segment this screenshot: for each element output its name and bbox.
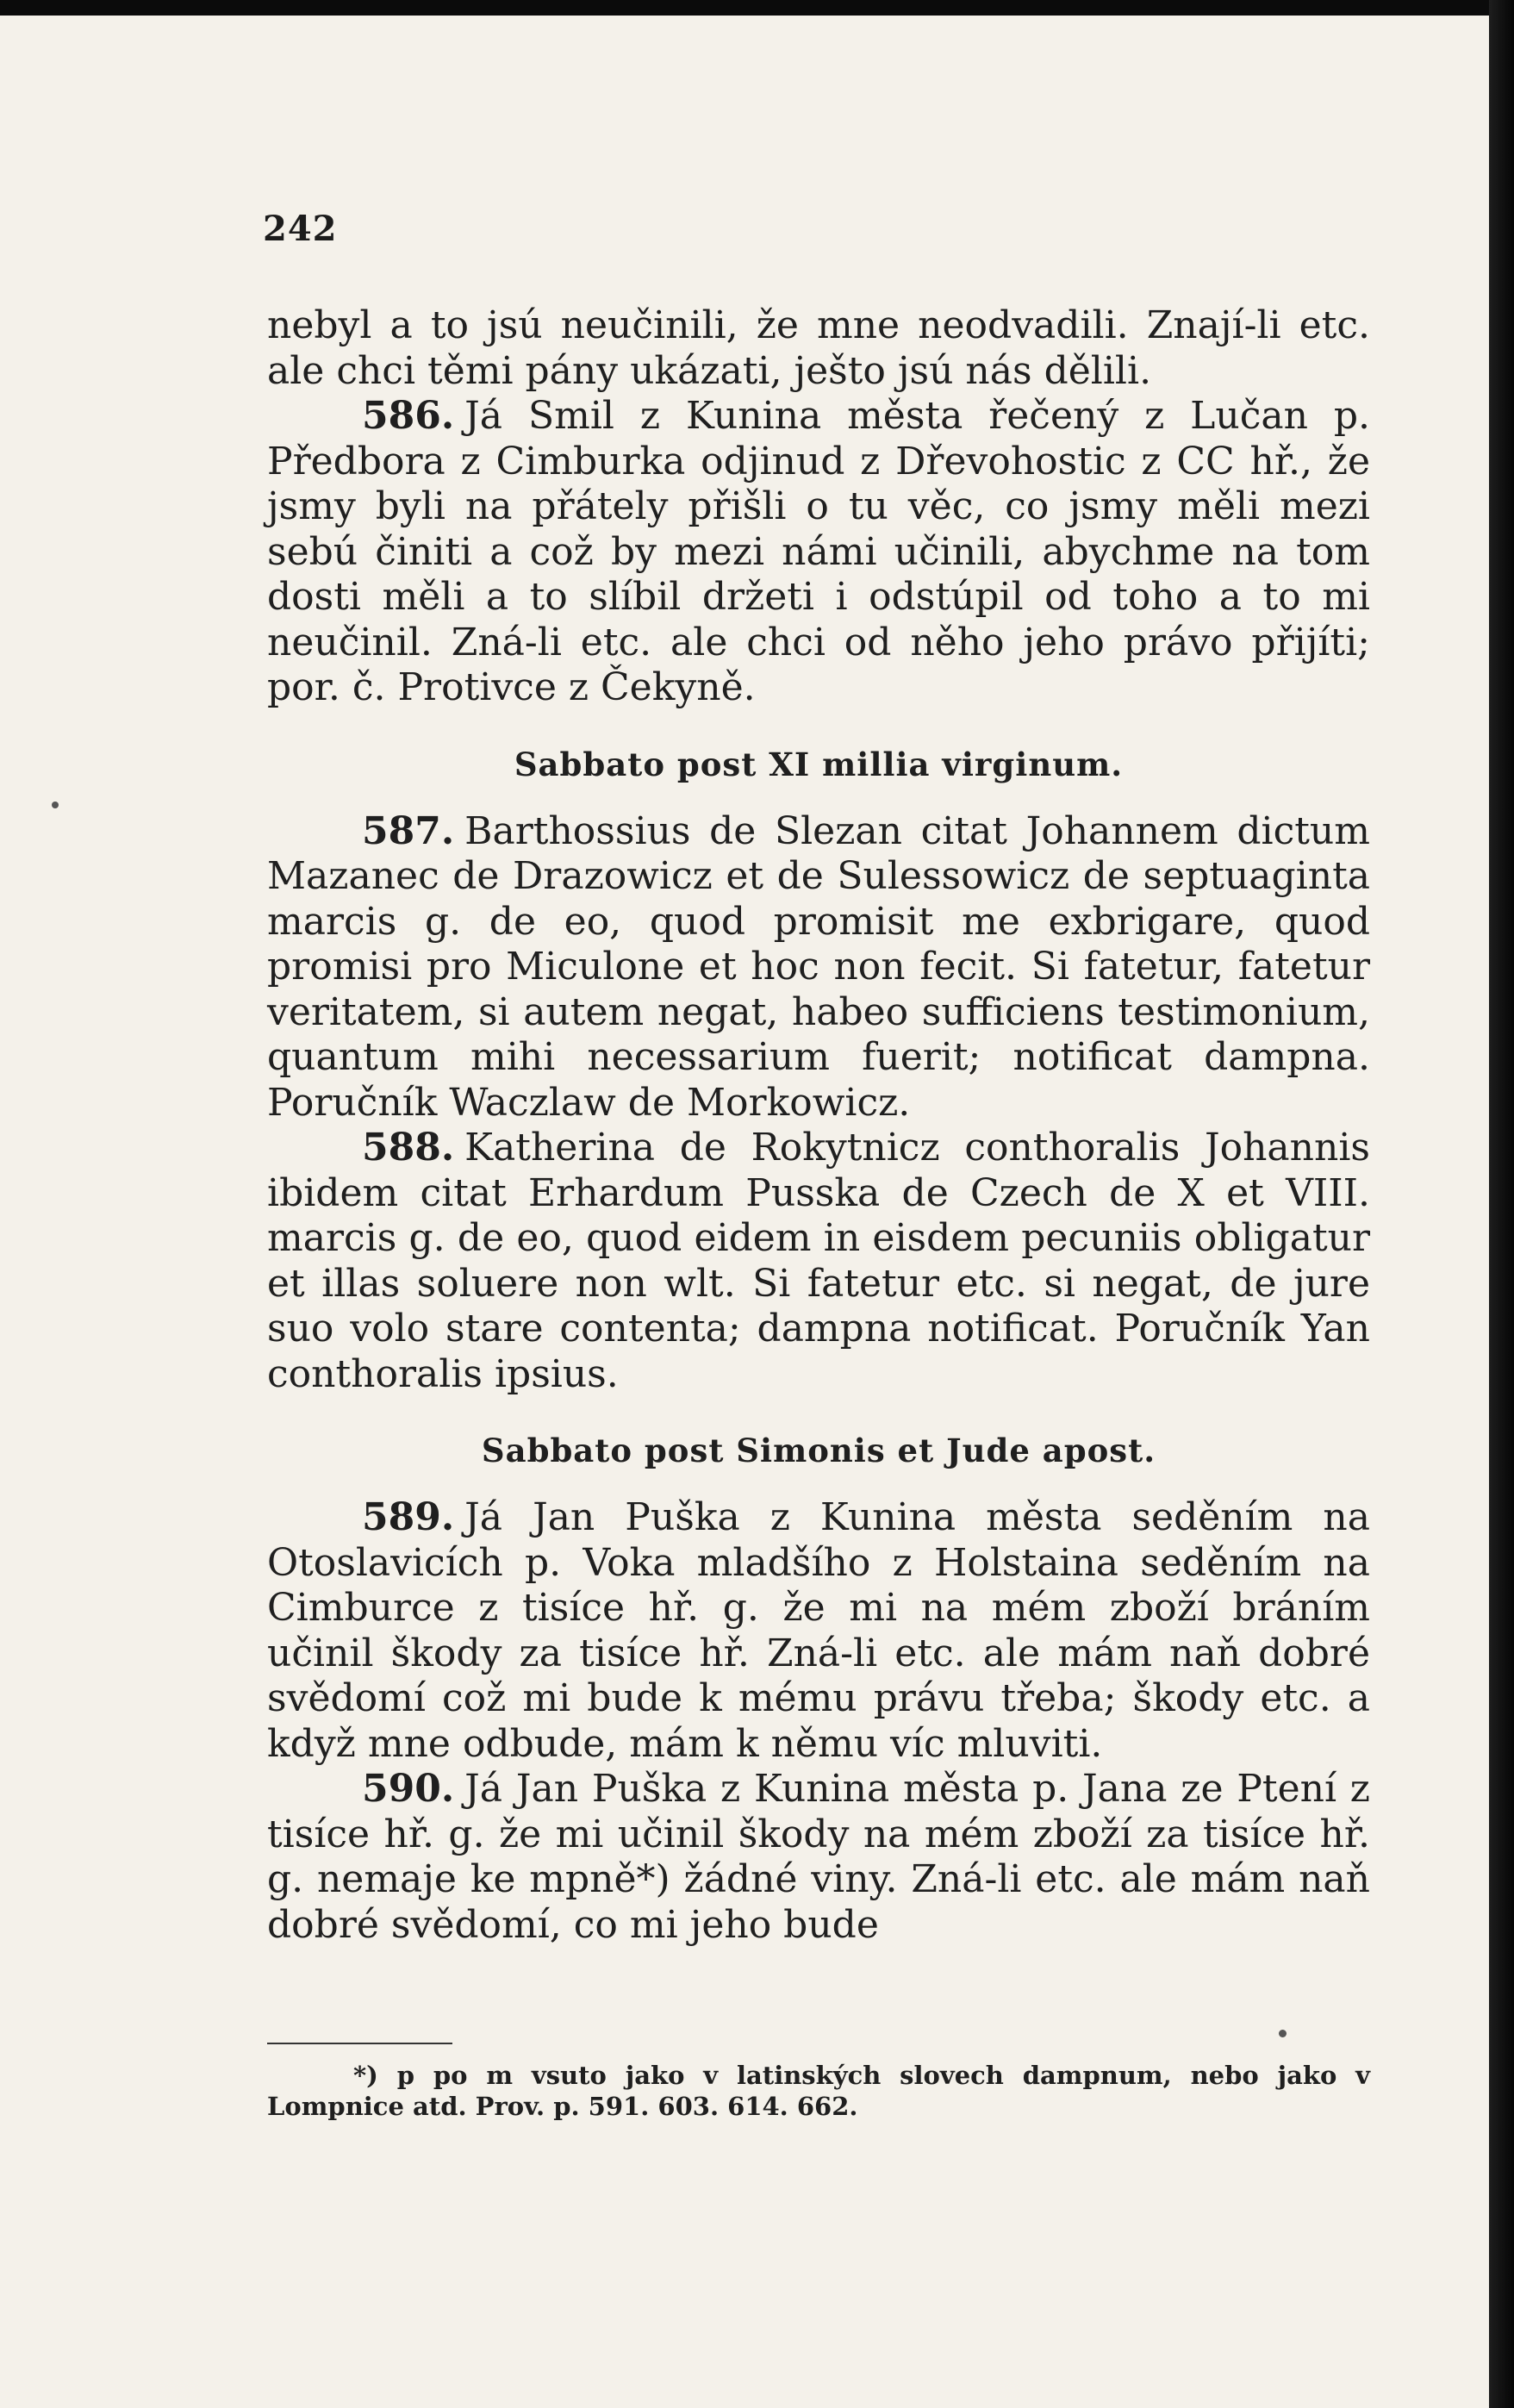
paragraph-continued <box>267 303 1370 394</box>
speck-dot <box>1279 2030 1287 2037</box>
footnote: *) p po m vsuto jako v latinských slovech dampnum, nebo jako v Lompnice atd. Prov. p. 591. 603. 614. 662. <box>267 2061 1370 2121</box>
entry-590 <box>267 1767 1370 1948</box>
section-heading-2: Sabbato post Simonis et Jude apost. <box>481 1432 1156 1469</box>
entry-text: Barthossius de Slezan citat Johannem dictum Mazanec de Drazowicz et de Sulessowicz de septuaginta marcis g. de eo, quod promisit me exbrigare, quod promisi pro Miculone et hoc non fecit. Si fatetur, fatetur veritatem, si autem negat, habeo sufficiens testimonium, quantum mihi necessarium fuerit; notificat dampna. Poručník Waczlaw de Morkowicz. <box>267 808 1370 1125</box>
speck-dot <box>52 802 59 808</box>
entry-number: 590. <box>362 1767 455 1811</box>
section-heading-1: Sabbato post XI millia virginum. <box>514 745 1124 783</box>
entry-number: 589. <box>362 1495 455 1539</box>
entry-587 <box>267 809 1370 1126</box>
page-content <box>267 303 1370 1948</box>
paragraph-text: nebyl a to jsú neučinili, že mne neodvadili. Znají-li etc. ale chci těmi pány ukázati, ješto jsú nás dělili. <box>267 303 1370 393</box>
entry-586 <box>267 394 1370 711</box>
entry-text: Já Jan Puška z Kunina města p. Jana ze Ptení z tisíce hř. g. že mi učinil škody na mém zboží za tisíce hř. g. nemaje ke mpně*) žádné viny. Zná-li etc. ale mám naň dobré svědomí, co mi jeho bude <box>267 1767 1370 1947</box>
entry-text: Katherina de Rokytnicz conthoralis Johannis ibidem citat Erhardum Pusska de Czech de X et VIII. marcis g. de eo, quod eidem in eisdem pecuniis obligatur et illas soluere non wlt. Si fatetur etc. si negat, de jure suo volo stare contenta; dampna notificat. Poručník Yan conthoralis ipsius. <box>267 1126 1370 1396</box>
page-right-edge <box>1489 0 1514 2408</box>
entry-text: Já Jan Puška z Kunina města seděním na Otoslavicích p. Voka mladšího z Holstaina seděním na Cimburce z tisíce hř. g. že mi na mém zboží bráním učinil škody za tisíce hř. Zná-li etc. ale mám naň dobré svědomí což mi bude k mému právu třeba; škody etc. a když mne odbude, mám k němu víc mluviti. <box>267 1495 1370 1766</box>
entry-number: 587. <box>362 808 455 853</box>
entry-text: Já Smil z Kunina města řečený z Lučan p. Předbora z Cimburka odjinud z Dřevohostic z CC hř., že jsmy byli na přátely přišli o tu věc, co jsmy měli mezi sebú činiti a což by mezi námi učinili, abychme na tom dosti měli a to slíbil držeti i odstúpil od toho a to mi neučinil. Zná-li etc. ale chci od něho jeho právo přijíti; por. č. Protivce z Čekyně. <box>267 394 1370 709</box>
entry-number: 588. <box>362 1126 455 1170</box>
footnote-rule <box>267 2043 452 2044</box>
entry-589 <box>267 1495 1370 1767</box>
entry-588 <box>267 1126 1370 1397</box>
entry-number: 586. <box>362 394 455 438</box>
page-number: 242 <box>263 209 338 249</box>
